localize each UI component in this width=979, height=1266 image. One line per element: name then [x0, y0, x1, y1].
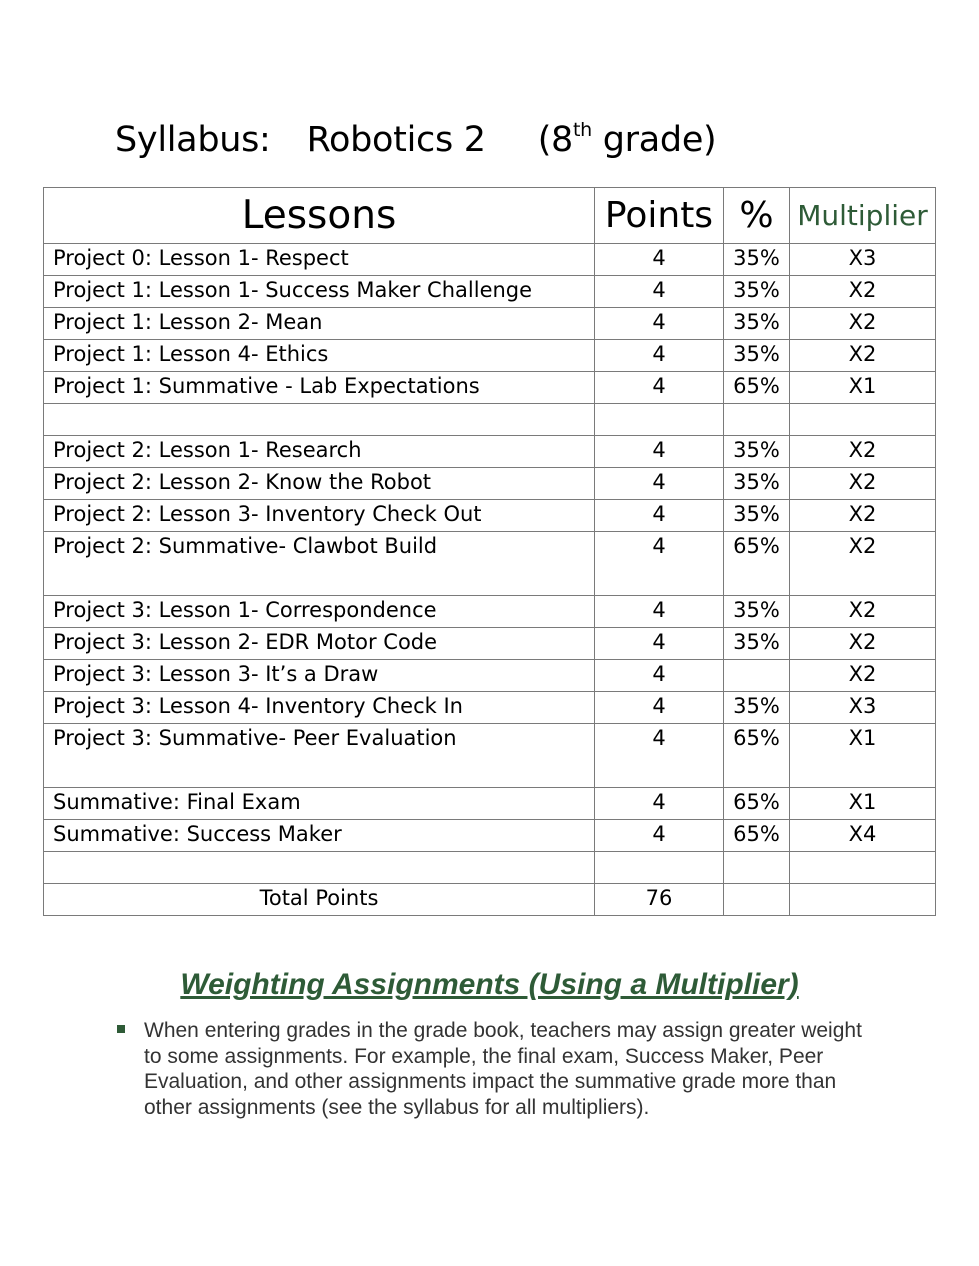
multiplier-cell: X2 [790, 468, 936, 500]
multiplier-cell: X2 [790, 340, 936, 372]
table-row [44, 788, 936, 820]
multiplier-cell: X2 [790, 660, 936, 692]
points-cell: 4 [595, 660, 724, 692]
lesson-cell: Project 2: Lesson 1- Research [44, 436, 595, 468]
percent-cell: 65% [724, 372, 790, 404]
lesson-cell: Project 0: Lesson 1- Respect [44, 244, 595, 276]
title-label: Syllabus: [115, 120, 271, 160]
percent-cell: 35% [724, 244, 790, 276]
percent-cell: 35% [724, 436, 790, 468]
lesson-cell: Project 3: Lesson 3- It’s a Draw [44, 660, 595, 692]
table-row [44, 308, 936, 340]
multiplier-cell: X1 [790, 724, 936, 788]
multiplier-cell: X2 [790, 532, 936, 596]
percent-cell: 35% [724, 468, 790, 500]
lesson-cell: Project 3: Lesson 1- Correspondence [44, 596, 595, 628]
table-row [44, 244, 936, 276]
page-title [115, 118, 716, 162]
total-label: Total Points [44, 884, 595, 916]
header-percent: % [724, 188, 790, 244]
multiplier-cell: X1 [790, 788, 936, 820]
table-row [44, 372, 936, 404]
lesson-cell: Project 3: Lesson 2- EDR Motor Code [44, 628, 595, 660]
lesson-cell: Summative: Success Maker [44, 820, 595, 852]
table-row [44, 532, 936, 596]
multiplier-cell [790, 852, 936, 884]
percent-cell [724, 884, 790, 916]
lesson-cell: Project 2: Lesson 2- Know the Robot [44, 468, 595, 500]
header-points: Points [595, 188, 724, 244]
lesson-cell: Project 3: Lesson 4- Inventory Check In [44, 692, 595, 724]
table-row [44, 724, 936, 788]
points-cell [595, 404, 724, 436]
points-cell: 4 [595, 276, 724, 308]
points-cell: 4 [595, 820, 724, 852]
points-cell: 4 [595, 724, 724, 788]
points-cell: 4 [595, 436, 724, 468]
percent-cell: 65% [724, 820, 790, 852]
lesson-cell: Project 1: Lesson 4- Ethics [44, 340, 595, 372]
table-row [44, 820, 936, 852]
multiplier-cell: X3 [790, 244, 936, 276]
multiplier-cell: X2 [790, 436, 936, 468]
multiplier-cell: X2 [790, 276, 936, 308]
points-cell [595, 852, 724, 884]
total-row [44, 884, 936, 916]
percent-cell [724, 852, 790, 884]
percent-cell [724, 404, 790, 436]
lesson-cell: Project 1: Summative - Lab Expectations [44, 372, 595, 404]
header-lessons: Lessons [44, 188, 595, 244]
header-multiplier: Multiplier [790, 188, 936, 244]
table-row [44, 276, 936, 308]
points-cell: 4 [595, 692, 724, 724]
table-row [44, 500, 936, 532]
multiplier-cell: X2 [790, 500, 936, 532]
grade-level: (8th grade) [537, 119, 717, 160]
points-cell: 4 [595, 500, 724, 532]
table-row [44, 628, 936, 660]
lesson-cell [44, 852, 595, 884]
lesson-cell [44, 404, 595, 436]
multiplier-cell [790, 884, 936, 916]
lesson-cell: Project 2: Lesson 3- Inventory Check Out [44, 500, 595, 532]
table-row [44, 660, 936, 692]
percent-cell: 35% [724, 308, 790, 340]
points-cell: 4 [595, 244, 724, 276]
multiplier-cell: X4 [790, 820, 936, 852]
points-cell: 4 [595, 468, 724, 500]
table-row [44, 596, 936, 628]
multiplier-cell: X1 [790, 372, 936, 404]
lesson-cell: Project 1: Lesson 2- Mean [44, 308, 595, 340]
square-bullet-icon [117, 1025, 125, 1033]
multiplier-cell: X2 [790, 628, 936, 660]
weighting-heading: Weighting Assignments (Using a Multiplier) [180, 968, 799, 1001]
percent-cell: 35% [724, 500, 790, 532]
percent-cell: 35% [724, 340, 790, 372]
percent-cell: 65% [724, 724, 790, 788]
multiplier-cell [790, 404, 936, 436]
table-row [44, 468, 936, 500]
percent-cell: 35% [724, 596, 790, 628]
percent-cell: 35% [724, 692, 790, 724]
points-cell: 4 [595, 308, 724, 340]
table-row-empty [44, 852, 936, 884]
percent-cell: 35% [724, 628, 790, 660]
multiplier-cell: X3 [790, 692, 936, 724]
weighting-text: When entering grades in the grade book, teachers may assign greater weight to some assignments. For example, the final exam, Success Maker, Peer Evaluation, and other assignments impact the summative grade more than other assignments (see the syllabus for all multipliers). [144, 1019, 862, 1119]
course-name: Robotics 2 [306, 120, 486, 160]
multiplier-cell: X2 [790, 596, 936, 628]
percent-cell: 35% [724, 276, 790, 308]
lesson-cell: Project 1: Lesson 1- Success Maker Challenge [44, 276, 595, 308]
points-cell: 4 [595, 532, 724, 596]
points-cell: 4 [595, 340, 724, 372]
lesson-cell: Project 2: Summative- Clawbot Build [44, 532, 595, 596]
table-row [44, 340, 936, 372]
percent-cell: 65% [724, 532, 790, 596]
table-row-empty [44, 404, 936, 436]
percent-cell: 65% [724, 788, 790, 820]
points-cell: 4 [595, 788, 724, 820]
lesson-cell: Summative: Final Exam [44, 788, 595, 820]
points-cell: 4 [595, 372, 724, 404]
points-cell: 4 [595, 596, 724, 628]
multiplier-cell: X2 [790, 308, 936, 340]
total-points: 76 [595, 884, 724, 916]
percent-cell [724, 660, 790, 692]
points-cell: 4 [595, 628, 724, 660]
table-header-row [44, 188, 936, 244]
table-row [44, 436, 936, 468]
lesson-cell: Project 3: Summative- Peer Evaluation [44, 724, 595, 788]
table-row [44, 692, 936, 724]
syllabus-table [43, 187, 936, 916]
